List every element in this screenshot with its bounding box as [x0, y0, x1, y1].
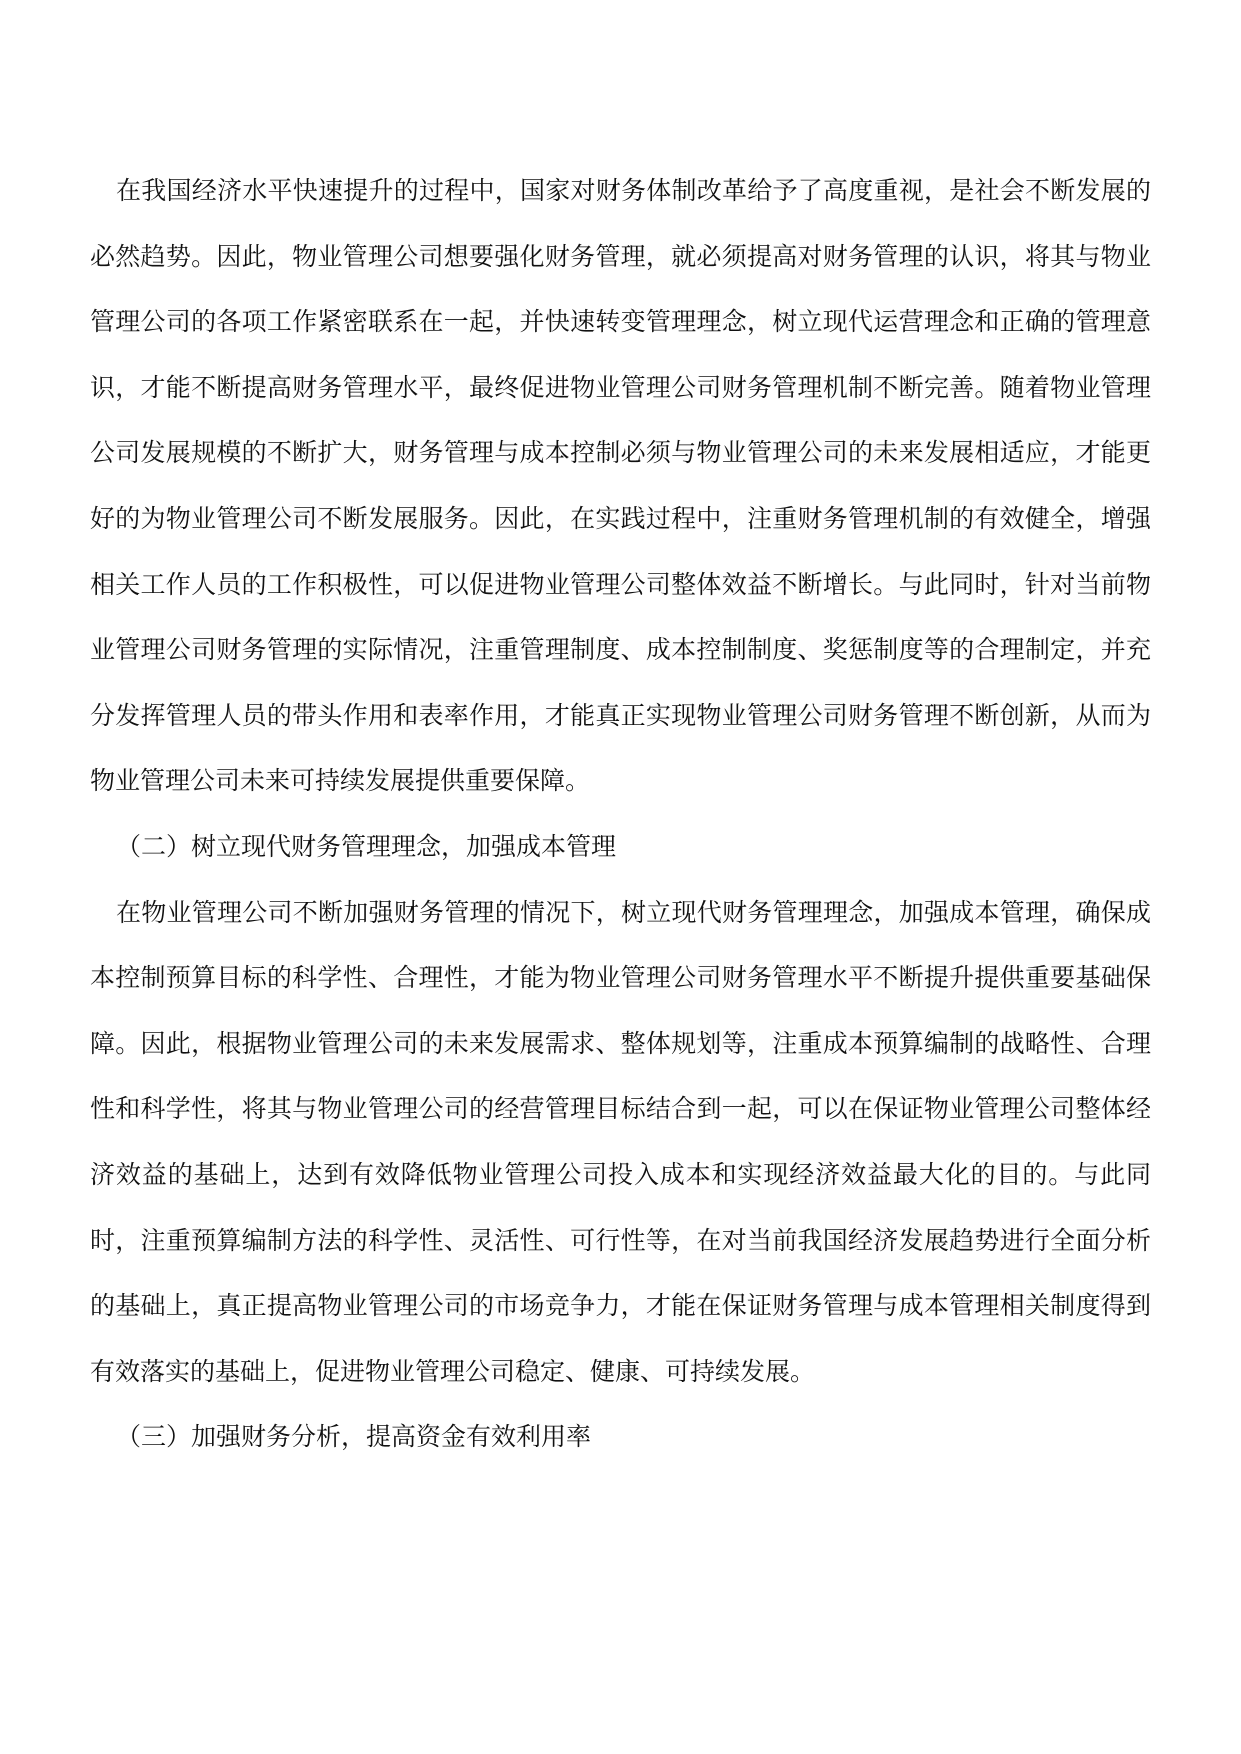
section-heading-cost-management: （二）树立现代财务管理理念，加强成本管理: [116, 831, 617, 861]
document-body: [90, 158, 1151, 1470]
paragraph-financial-reform: 在我国经济水平快速提升的过程中，国家对财务体制改革给予了高度重视，是社会不断发展的必然趋势。因此，物业管理公司想要强化财务管理，就必须提高对财务管理的认识，将其与物业管理公司的各项工作紧密联系在一起，并快速转变管理理念，树立现代运营理念和正确的管理意识，才能不断提高财务管理水平，最终促进物业管理公司财务管理机制不断完善。随着物业管理公司发展规模的不断扩大，财务管理与成本控制必须与物业管理公司的未来发展相适应，才能更好的为物业管理公司不断发展服务。因此，在实践过程中，注重财务管理机制的有效健全，增强相关工作人员的工作积极性，可以促进物业管理公司整体效益不断增长。与此同时，针对当前物业管理公司财务管理的实际情况，注重管理制度、成本控制制度、奖惩制度等的合理制定，并充分发挥管理人员的带头作用和表率作用，才能真正实现物业管理公司财务管理不断创新，从而为物业管理公司未来可持续发展提供重要保障。: [90, 176, 1151, 796]
section-heading-financial-analysis: （三）加强财务分析，提高资金有效利用率: [116, 1422, 592, 1452]
paragraph-cost-management: 在物业管理公司不断加强财务管理的情况下，树立现代财务管理理念，加强成本管理，确保成本控制预算目标的科学性、合理性，才能为物业管理公司财务管理水平不断提升提供重要基础保障。因此，根据物业管理公司的未来发展需求、整体规划等，注重成本预算编制的战略性、合理性和科学性，将其与物业管理公司的经营管理目标结合到一起，可以在保证物业管理公司整体经济效益的基础上，达到有效降低物业管理公司投入成本和实现经济效益最大化的目的。与此同时，注重预算编制方法的科学性、灵活性、可行性等，在对当前我国经济发展趋势进行全面分析的基础上，真正提高物业管理公司的市场竞争力，才能在保证财务管理与成本管理相关制度得到有效落实的基础上，促进物业管理公司稳定、健康、可持续发展。: [90, 897, 1151, 1386]
